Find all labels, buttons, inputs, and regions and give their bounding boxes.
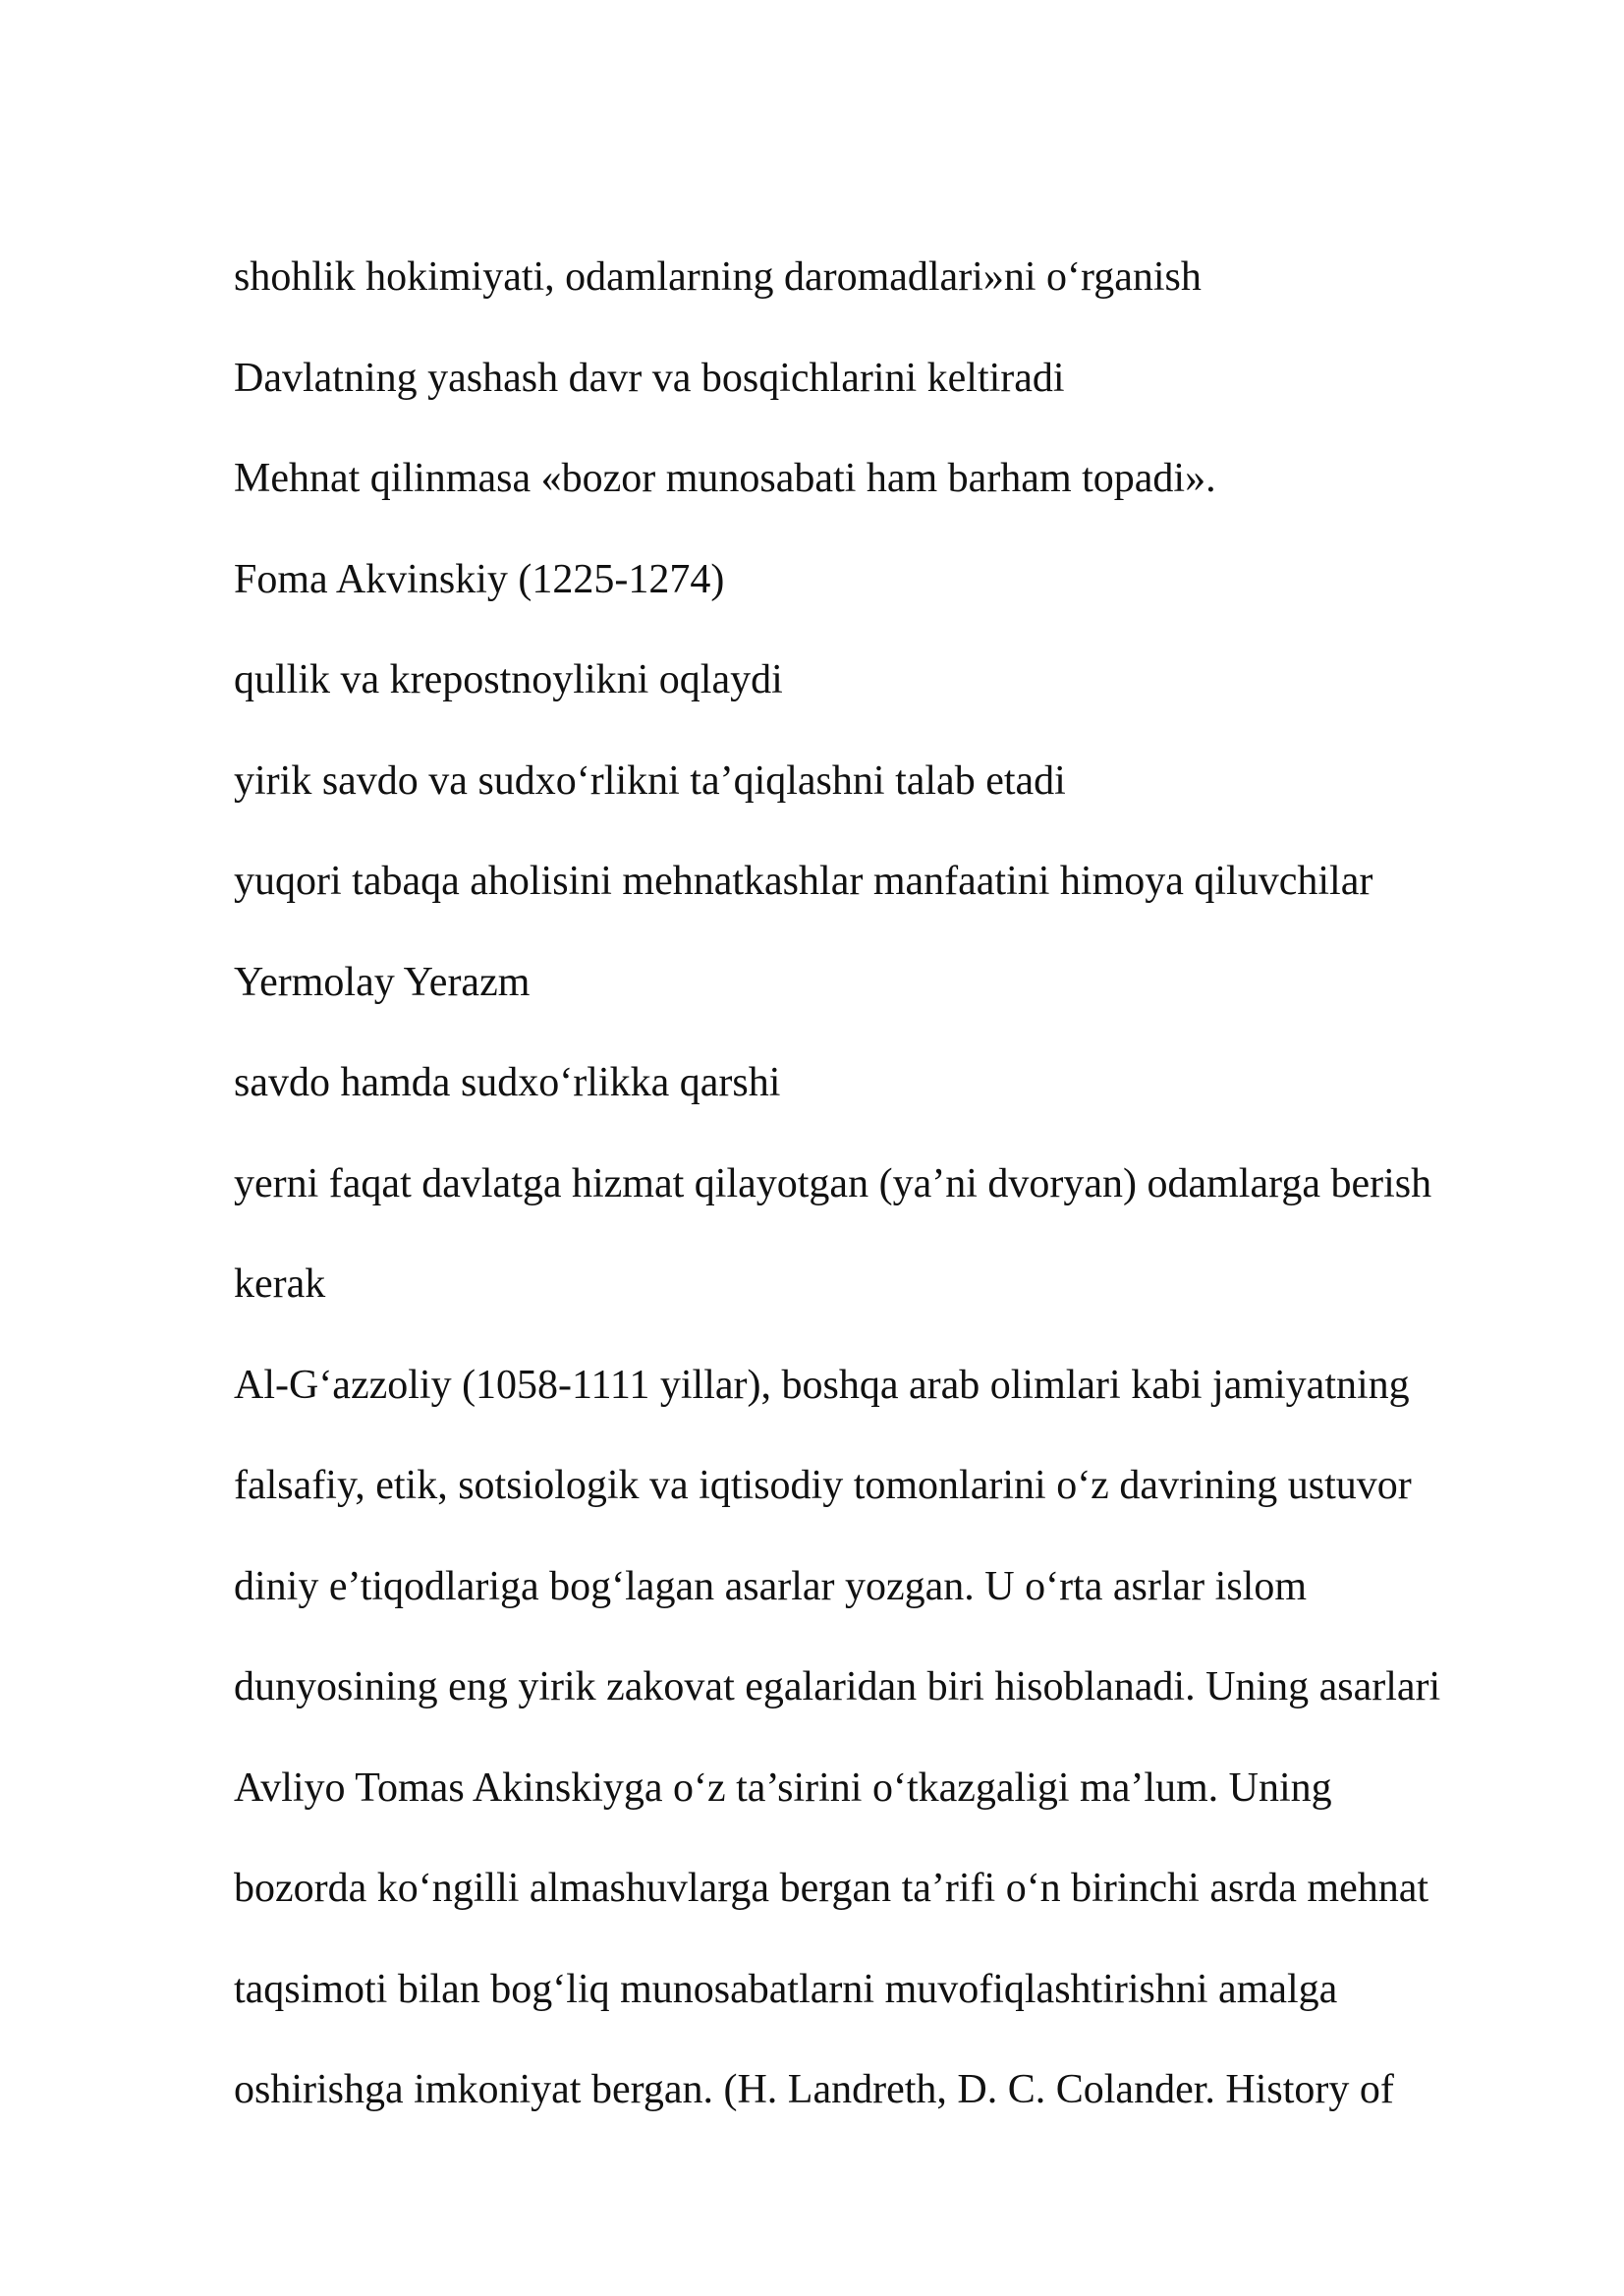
text-line: yerni faqat davlatga hizmat qilayotgan (ya’ni dvoryan) odamlarga berish — [234, 1160, 1432, 1206]
text-line: bozorda ko‘ngilli almashuvlarga bergan ta’rifi o‘n birinchi asrda mehnat — [234, 1866, 1429, 1911]
text-line: yirik savdo va sudxo‘rlikni ta’qiqlashni talab etadi — [234, 757, 1066, 804]
text-line: Foma Akvinskiy (1225-1274) — [234, 556, 725, 602]
text-line: savdo hamda sudxo‘rlikka qarshi — [234, 1060, 781, 1105]
text-line: Mehnat qilinmasa «bozor munosabati ham barham topadi». — [234, 456, 1216, 501]
text-line: Davlatning yashash davr va bosqichlarini keltiradi — [234, 355, 1065, 401]
text-line: oshirishga imkoniyat bergan. (H. Landreth, D. C. Colander. History of — [234, 2067, 1394, 2112]
text-line: taqsimoti bilan bog‘liq munosabatlarni muvofiqlashtirishni amalga — [234, 1966, 1338, 2012]
text-line: Avliyo Tomas Akinskiyga o‘z ta’sirini o‘tkazgaligi ma’lum. Uning — [234, 1764, 1332, 1811]
text-line: diniy e’tiqodlariga bog‘lagan asarlar yozgan. U o‘rta asrlar islom — [234, 1563, 1308, 1609]
text-line: kerak — [234, 1261, 326, 1307]
text-line: qullik va krepostnoylikni oqlaydi — [234, 657, 783, 702]
text-line: dunyosining eng yirik zakovat egalaridan biri hisoblanadi. Uning asarlari — [234, 1664, 1441, 1709]
text-line: falsafiy, etik, sotsiologik va iqtisodiy tomonlarini o‘z davrining ustuvor — [234, 1463, 1412, 1508]
text-line: yuqori tabaqa aholisini mehnatkashlar manfaatini himoya qiluvchilar — [234, 859, 1373, 904]
body-text — [234, 248, 1540, 2161]
text-line: shohlik hokimiyati, odamlarning daromadlari»ni o‘rganish — [234, 254, 1202, 300]
text-line: Yermolay Yerazm — [234, 959, 531, 1005]
text-line: Al-G‘azzoliy (1058-1111 yillar), boshqa arab olimlari kabi jamiyatning — [234, 1362, 1410, 1408]
